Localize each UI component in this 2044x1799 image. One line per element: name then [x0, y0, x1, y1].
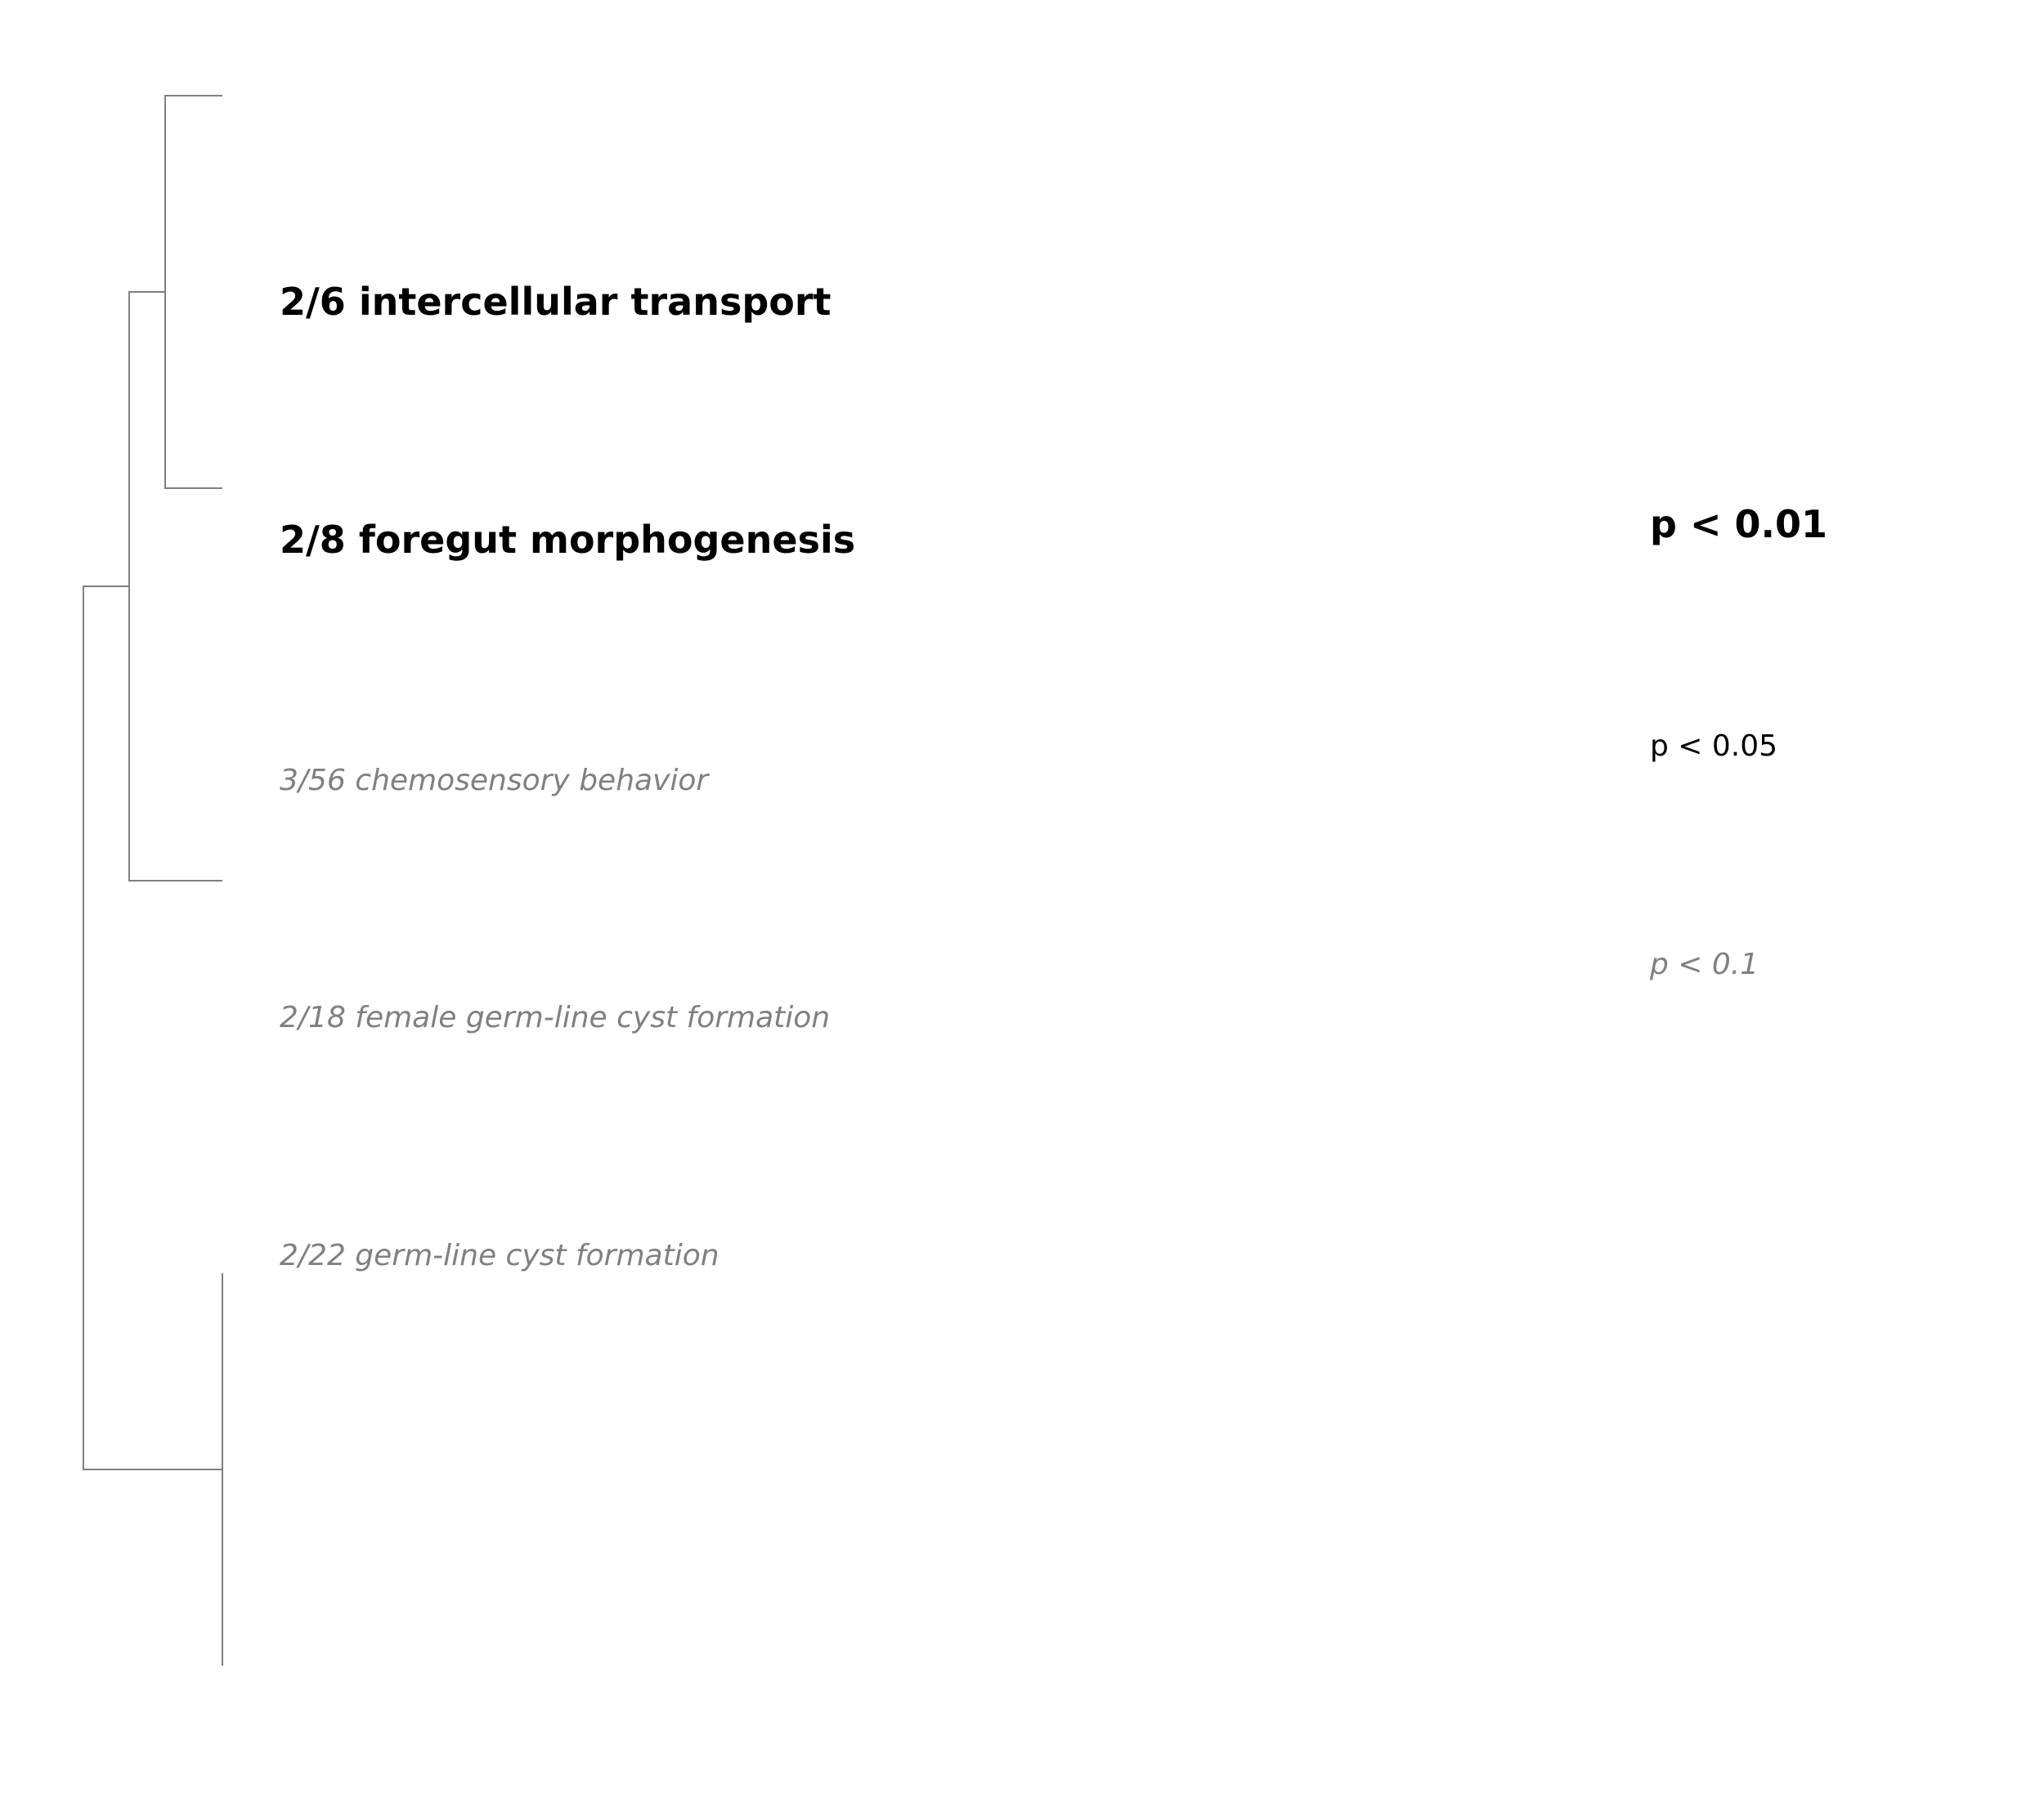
term-chemosensory-behavior: 3/56 chemosensory behavior	[280, 764, 709, 797]
dendrogram-branch-transport-foregut	[165, 96, 222, 488]
term-germline-cyst-formation: 2/22 germ-line cyst formation	[280, 1239, 719, 1272]
legend-p-005: p < 0.05	[1650, 729, 1778, 763]
term-foregut-morphogenesis: 2/8 foregut morphogenesis	[280, 518, 856, 562]
dendrogram-branch-with-chemosensory	[129, 292, 222, 881]
legend-p-01: p < 0.1	[1650, 948, 1759, 981]
dendrogram-root	[83, 586, 222, 1469]
term-intercellular-transport: 2/6 intercellular transport	[280, 280, 831, 324]
term-female-germline-cyst-formation: 2/18 female germ-line cyst formation	[280, 1001, 831, 1034]
legend-p-001: p < 0.01	[1650, 502, 1827, 546]
